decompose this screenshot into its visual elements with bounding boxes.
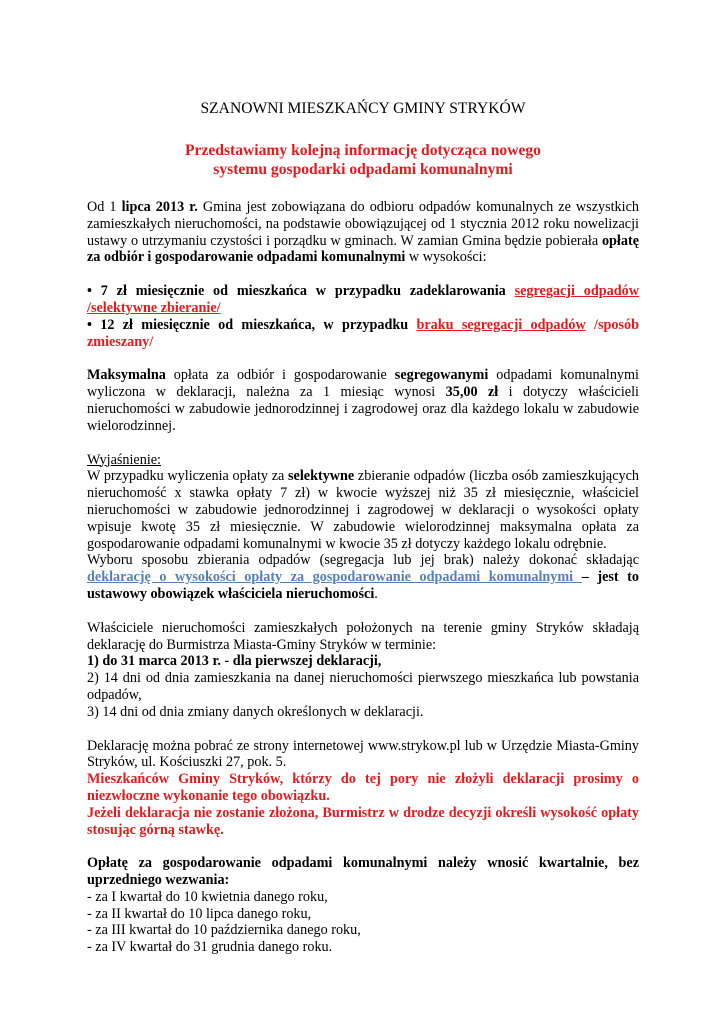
explanation-section	[87, 452, 639, 603]
payment-q2: - za II kwartał do 10 lipca danego roku,	[87, 905, 312, 922]
page-title: SZANOWNI MIESZKAŃCY GMINY STRYKÓW	[200, 100, 526, 117]
warning-text-1: Mieszkańców Gminy Stryków, którzy do tej pory nie złożyli deklaracji prosimy o niezwłoczne wykonanie tego obowiązku.	[87, 771, 639, 804]
deadlines-intro: Właściciele nieruchomości zamieszkałych położonych na terenie gminy Stryków składają deklarację do Burmistrza Miasta-Gminy Stryków w terminie:	[87, 619, 639, 653]
subtitle-line-1: Przedstawiamy kolejną informację dotycząca nowego	[185, 142, 541, 159]
payment-heading: Opłatę za gospodarowanie odpadami komunalnymi należy wnosić kwartalnie, bez uprzedniego wezwania:	[87, 855, 639, 889]
declaration-link[interactable]: deklarację o wysokości opłaty za gospodarowanie odpadami komunalnymi	[87, 569, 582, 586]
payment-section	[87, 855, 639, 956]
download-text: Deklarację można pobrać ze strony internetowej www.strykow.pl lub w Urzędzie Miasta-Gminy Stryków, ul. Kościuszki 27, pok. 5.	[87, 737, 639, 771]
rate-item-unsegregated: • 12 zł miesięcznie od mieszkańca, w przypadku braku segregacji odpadów /sposób zmieszany/	[87, 316, 640, 350]
max-fee-paragraph: Maksymalna opłata za odbiór i gospodarowanie segregowanymi odpadami komunalnymi wyliczona w deklaracji, należna za 1 miesiąc wynosi 35,00 zł i dotyczy właścicieli nieruchomości w zabudowie jednorodzinnej i zagrodowej oraz dla każdego lokalu w zabudowie wielorodzinnej.	[87, 367, 639, 434]
page-subtitle	[87, 142, 639, 179]
deadlines-section	[87, 620, 639, 721]
document-page	[87, 100, 639, 956]
payment-q4: - za IV kwartał do 31 grudnia danego roku.	[87, 939, 333, 956]
subtitle-line-2: systemu gospodarki odpadami komunalnymi	[213, 160, 513, 178]
rate-item-segregated: • 7 zł miesięcznie od mieszkańca w przypadku zadeklarowania segregacji odpadów /selektywne zbieranie/	[87, 283, 639, 316]
explanation-heading: Wyjaśnienie:	[87, 451, 161, 468]
warning-text-2: Jeżeli deklaracja nie zostanie złożona, Burmistrz w drodze decyzji określi wysokość opłaty stosując górną stawkę.	[87, 804, 639, 838]
declaration-text: Wyboru sposobu zbierania odpadów (segregacja lub jej brak) należy dokonać składając deklarację o wysokości opłaty za gospodarowanie odpadami komunalnymi – jest to ustawowy obowiązek właściciela nieruchomości.	[87, 552, 639, 602]
deadline-item-2: 2) 14 dni od dnia zamieszkania na danej nieruchomości pierwszego mieszkańca lub powstania odpadów,	[87, 670, 639, 703]
rates-list	[87, 283, 639, 350]
payment-q3: - za III kwartał do 10 października danego roku,	[87, 922, 361, 939]
intro-paragraph: Od 1 lipca 2013 r. Gmina jest zobowiązana do odbioru odpadów komunalnych ze wszystkich zamieszkałych nieruchomości, na podstawie obowiązującej od 1 stycznia 2012 roku nowelizacji ustawy o utrzymaniu czystości i porządku w gminach. W zamian Gmina będzie pobierała opłatę za odbiór i gospodarowanie odpadami komunalnymi w wysokości:	[87, 199, 639, 266]
download-section	[87, 738, 639, 839]
deadline-item-3: 3) 14 dni od dnia zmiany danych określonych w deklaracji.	[87, 703, 424, 720]
payment-q1: - za I kwartał do 10 kwietnia danego roku,	[87, 888, 328, 905]
deadline-item-1: 1) do 31 marca 2013 r. - dla pierwszej deklaracji,	[87, 653, 382, 670]
explanation-text: W przypadku wyliczenia opłaty za selektywne zbieranie odpadów (liczba osób zamieszkujących nieruchomość x stawka opłaty 7 zł) w kwocie wyższej niż 35 zł miesięcznie, właściciel nieruchomości w zabudowie jednorodzinnej i zagrodowej w deklaracji o wysokości opłaty wpisuje kwotę 35 zł miesięcznie. W zabudowie wielorodzinnej maksymalna opłata za gospodarowanie odpadami komunalnymi w kwocie 35 zł dotyczy każdego lokalu odrębnie.	[87, 468, 639, 552]
